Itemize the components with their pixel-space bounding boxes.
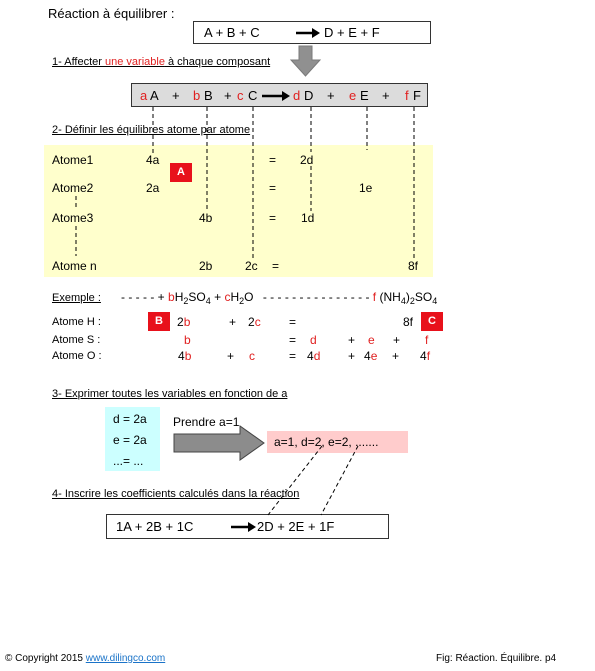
h2o: H xyxy=(230,290,240,304)
right-arrow xyxy=(174,426,264,460)
var-c: c xyxy=(249,349,255,363)
plus: + xyxy=(348,333,356,347)
connector-result-e xyxy=(321,446,358,515)
so4: SO xyxy=(414,290,433,304)
step1-label: 1- Affecter xyxy=(52,56,105,68)
atomn-left-c: 2c xyxy=(245,259,258,273)
step3-heading: 3- Exprimer toutes les variables en fonction de a xyxy=(52,388,288,400)
atom-h-right: 8f xyxy=(403,315,414,329)
var-c: c xyxy=(224,290,231,304)
coef: 4 xyxy=(364,349,371,363)
prendre-label: Prendre a=1 xyxy=(173,415,240,429)
plus: + xyxy=(392,349,400,363)
products: D + E + F xyxy=(324,25,380,40)
step1-rest: à chaque composant xyxy=(164,56,271,68)
equals: = xyxy=(289,333,297,347)
h2so4: H xyxy=(174,290,184,304)
var-d: d xyxy=(310,333,317,347)
atom2-label: Atome2 xyxy=(52,181,94,195)
atom1-label: Atome1 xyxy=(52,153,94,167)
atomn-right: 8f xyxy=(408,259,419,273)
badge-a: A xyxy=(170,163,192,182)
comp-f: F xyxy=(413,88,421,103)
nh4: ) xyxy=(405,290,410,304)
coef: 2 xyxy=(177,315,184,329)
reaction-arrow-2 xyxy=(262,91,290,101)
badge-b: B xyxy=(148,312,170,331)
var-b: b xyxy=(193,88,201,103)
atom1-left: 4a xyxy=(146,153,160,167)
atomn-label: Atome n xyxy=(52,259,97,273)
var-f: f xyxy=(405,88,409,103)
sub: 4 xyxy=(400,296,406,306)
var-a: a xyxy=(140,88,148,103)
reactants: A + B + C xyxy=(204,25,260,40)
plus: + xyxy=(393,333,401,347)
final-products: 2D + 2E + 1F xyxy=(257,519,335,534)
coef: 4 xyxy=(178,349,185,363)
var-b: b xyxy=(168,290,175,304)
sub: 2 xyxy=(409,296,415,306)
var-b: b xyxy=(183,315,191,329)
coef: 4 xyxy=(420,349,427,363)
comp-e: E xyxy=(360,88,369,103)
sub: 4 xyxy=(205,296,211,306)
var-f: f xyxy=(425,333,429,347)
result-text: a=1, d=2, e=2, ....... xyxy=(274,435,379,449)
atom3-equals: = xyxy=(269,211,277,225)
plus: + xyxy=(382,88,390,103)
atomn-left-b: 2b xyxy=(199,259,213,273)
badge-c: C xyxy=(421,312,443,331)
atom-o-label: Atome O : xyxy=(52,350,102,362)
var-e: e xyxy=(349,88,357,103)
var-e: e xyxy=(370,349,378,363)
step2-heading: 2- Définir les équilibres atome par atome xyxy=(52,124,251,136)
dash: - - - - - + xyxy=(121,290,165,304)
var-line-d: d = 2a xyxy=(113,412,147,426)
var-c: c xyxy=(254,315,261,329)
connector-result-d xyxy=(268,446,322,515)
equals: = xyxy=(289,315,297,329)
comp-d: D xyxy=(304,88,314,103)
final-reactants: 1A + 2B + 1C xyxy=(116,519,194,534)
var-b: b xyxy=(184,349,192,363)
h2so4: SO xyxy=(188,290,206,304)
plus: + xyxy=(214,290,222,304)
var-d: d xyxy=(293,88,301,103)
step1-red: une variable xyxy=(105,56,165,68)
plus: + xyxy=(348,349,356,363)
reaction-arrow-1 xyxy=(296,28,320,38)
var-line-etc: ...= ... xyxy=(113,454,144,468)
coef: 4 xyxy=(307,349,314,363)
atom-s-label: Atome S : xyxy=(52,334,101,346)
coef: 2 xyxy=(248,315,255,329)
atom2-equals: = xyxy=(269,181,277,195)
atomn-equals: = xyxy=(272,259,280,273)
copyright-text: © Copyright 2015 xyxy=(5,653,86,664)
var-c: c xyxy=(237,88,244,103)
var-d: d xyxy=(313,349,321,363)
sub: 4 xyxy=(432,296,438,306)
var-b: b xyxy=(184,333,191,347)
atom2-right: 1e xyxy=(359,181,373,195)
comp-c: C xyxy=(248,88,258,103)
atom1-equals: = xyxy=(269,153,277,167)
h2o: O xyxy=(244,290,254,304)
atom1-right: 2d xyxy=(300,153,314,167)
dash: - - - - - - - - - - - - - - - xyxy=(262,290,370,304)
var-e: e xyxy=(368,333,375,347)
sub: 2 xyxy=(239,296,245,306)
var-line-e: e = 2a xyxy=(113,433,147,447)
atom3-right: 1d xyxy=(301,211,315,225)
atom-h-label: Atome H : xyxy=(52,316,101,328)
var-f: f xyxy=(372,290,377,304)
nh4: (NH xyxy=(379,290,401,304)
reaction-arrow-3 xyxy=(231,522,256,532)
comp-b: B xyxy=(204,88,213,103)
plus: + xyxy=(327,88,335,103)
atom2-left: 2a xyxy=(146,181,160,195)
page-title: Réaction à équilibrer : xyxy=(48,6,175,21)
down-arrow xyxy=(291,46,320,76)
equals: = xyxy=(289,349,297,363)
plus: + xyxy=(227,349,235,363)
atom3-left: 4b xyxy=(199,211,213,225)
comp-a: A xyxy=(150,88,159,103)
example-label: Exemple : xyxy=(52,292,101,304)
figure-caption: Fig: Réaction. Équilibre. p4 xyxy=(436,653,557,664)
step4-heading: 4- Inscrire les coefficients calculés dans la réaction xyxy=(52,488,300,500)
atom3-label: Atome3 xyxy=(52,211,94,225)
footer-link[interactable]: www.dilingco.com xyxy=(85,653,166,664)
sub: 2 xyxy=(183,296,189,306)
plus: + xyxy=(229,315,237,329)
plus: + xyxy=(224,88,232,103)
var-f: f xyxy=(426,349,431,363)
plus: + xyxy=(172,88,180,103)
